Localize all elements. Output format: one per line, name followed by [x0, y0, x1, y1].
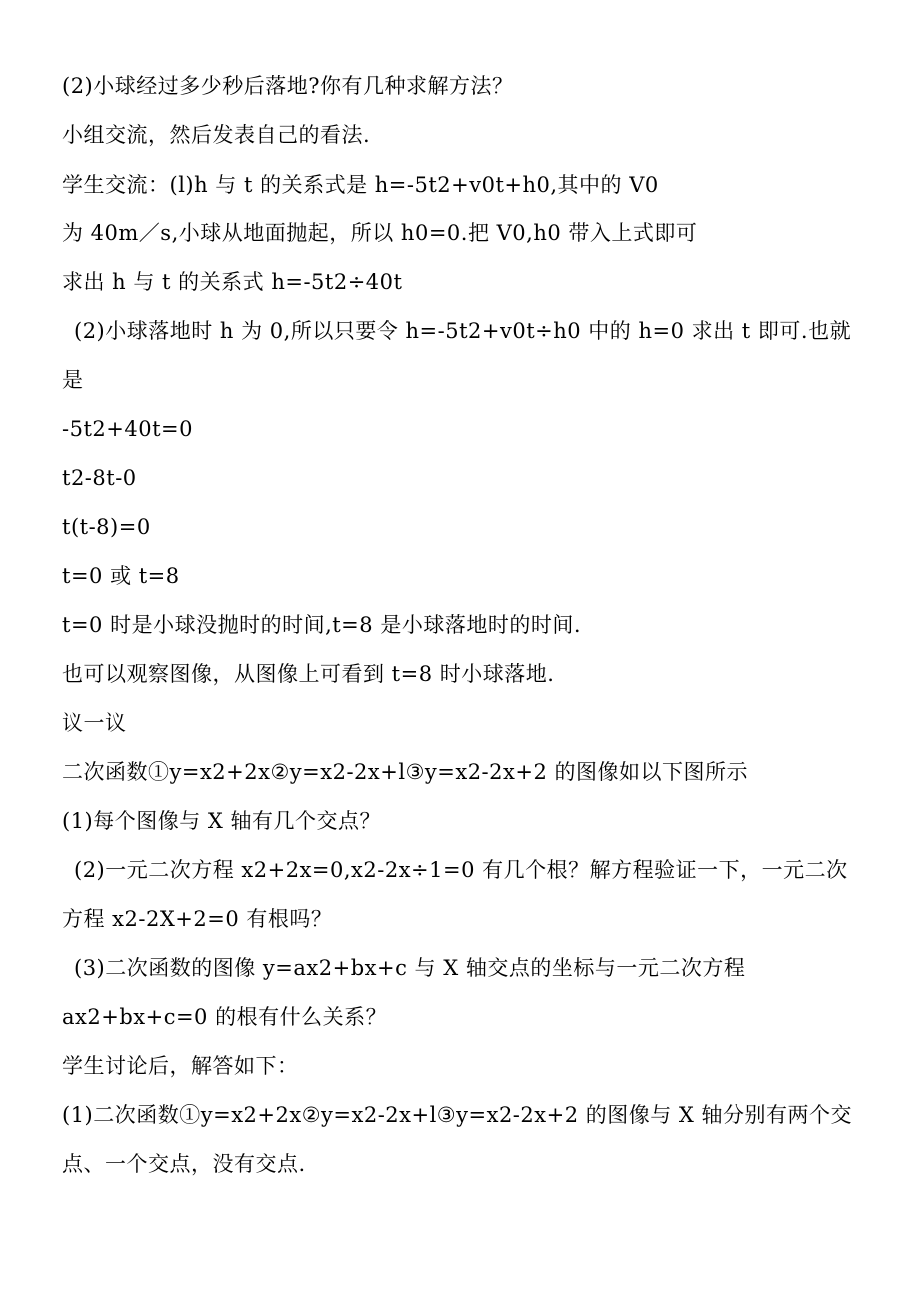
question-line: (3)二次函数的图像 y=ax2+bx+c 与 X 轴交点的坐标与一元二次方程	[74, 956, 746, 980]
text-line: (2)小球落地时 h 为 0,所以只要令 h=-5t2+v0t÷h0 中的 h=0 求出 t 即可.也就	[74, 319, 852, 343]
text-line: 求出 h 与 t 的关系式 h=-5t2÷40t	[62, 270, 403, 294]
text-line: 为 40m／s,小球从地面抛起，所以 h0=0.把 V0,h0 带入上式即可	[62, 221, 698, 245]
section-heading: 议一议	[62, 711, 127, 735]
answer-line: (1)二次函数①y=x2+2x②y=x2-2x+l③y=x2-2x+2 的图像与 X 轴分别有两个交	[62, 1103, 853, 1127]
text-line: 二次函数①y=x2+2x②y=x2-2x+l③y=x2-2x+2 的图像如以下图所示	[62, 760, 748, 784]
text-line: 也可以观察图像，从图像上可看到 t=8 时小球落地.	[62, 662, 555, 686]
text-line: t=0 时是小球没抛时的时间,t=8 是小球落地时的时间.	[62, 613, 581, 637]
text-line: 学生交流：(l)h 与 t 的关系式是 h=-5t2+v0t+h0,其中的 V0	[62, 173, 659, 197]
text-line: (2)小球经过多少秒后落地?你有几种求解方法？	[62, 74, 514, 98]
question-line: 方程 x2-2X+2=0 有根吗？	[62, 907, 333, 931]
equation-line: t(t-8)=0	[62, 515, 151, 539]
equation-line: t2-8t-0	[62, 466, 137, 490]
equation-line: t=0 或 t=8	[62, 564, 180, 588]
equation-line: -5t2+40t=0	[62, 417, 193, 441]
question-line: (1)每个图像与 X 轴有几个交点？	[62, 809, 382, 833]
text-line: 小组交流，然后发表自己的看法.	[62, 123, 371, 147]
question-line: ax2+bx+c=0 的根有什么关系？	[62, 1005, 388, 1029]
text-line: 学生讨论后，解答如下：	[62, 1054, 299, 1078]
answer-line: 点、一个交点，没有交点.	[62, 1152, 306, 1176]
text-line: 是	[62, 368, 84, 392]
question-line: (2)一元二次方程 x2+2x=0,x2-2x÷1=0 有几个根？解方程验证一下，一元二次	[74, 858, 848, 882]
